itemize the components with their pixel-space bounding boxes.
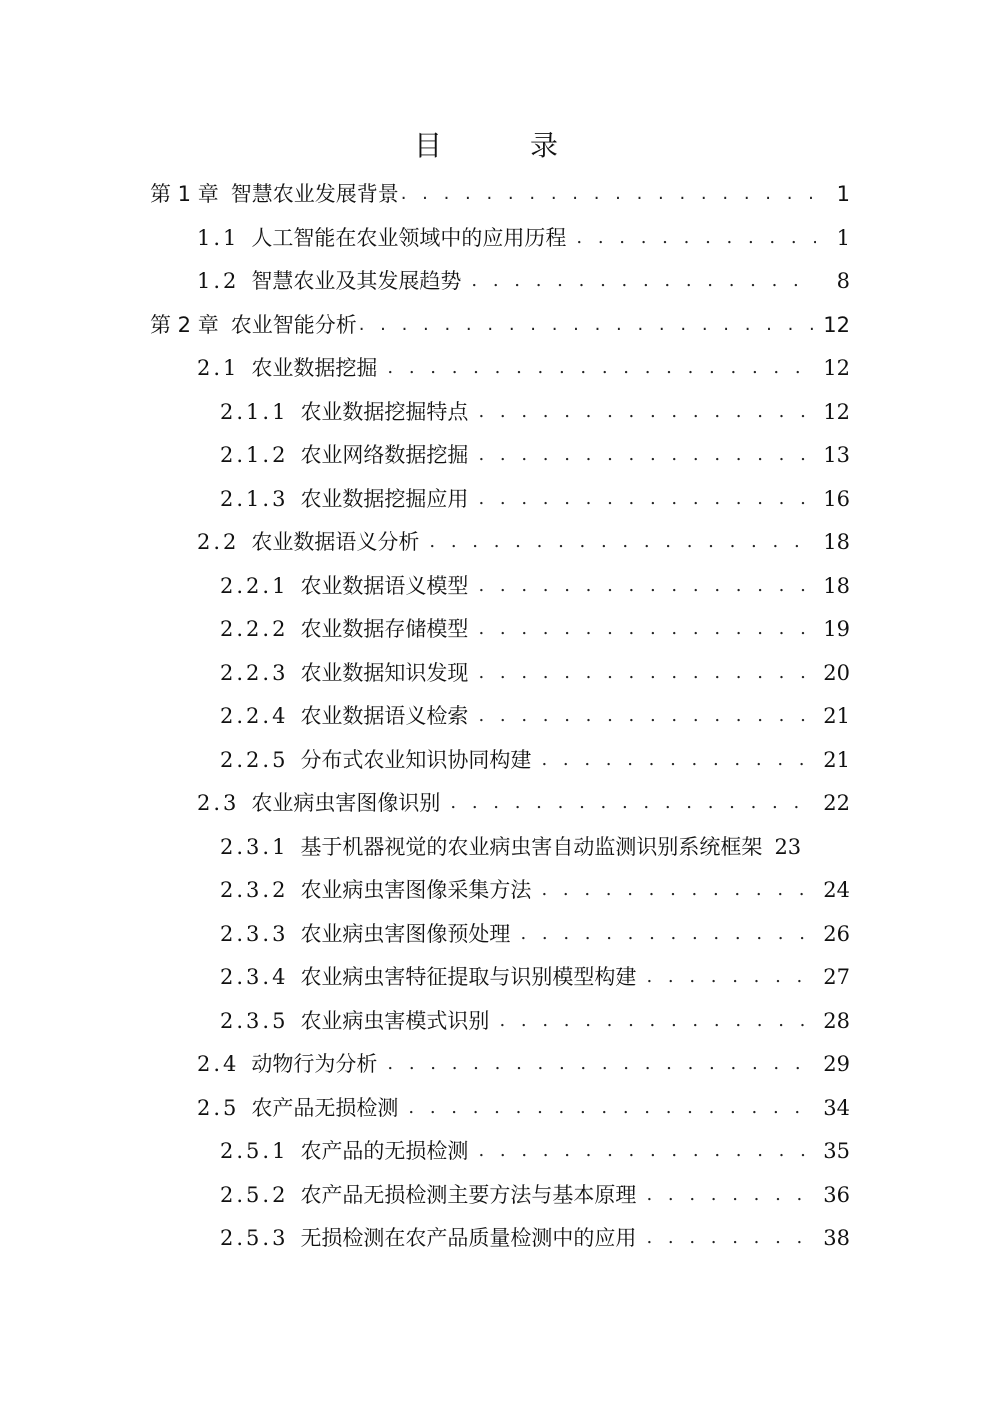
toc-entry-number: 2.3.2 — [220, 878, 289, 902]
toc-entry-chapter-1[interactable] — [150, 174, 850, 214]
toc-entry-title: 农业数据挖掘应用 — [300, 487, 469, 511]
toc-entry-title: 分布式农业知识协同构建 — [300, 748, 532, 772]
toc-entry-number: 2.2 — [197, 530, 240, 554]
dot-leader — [429, 522, 813, 562]
dot-leader — [401, 174, 816, 214]
toc-entry-page: 12 — [823, 313, 850, 337]
dot-leader — [478, 479, 813, 519]
toc-entry-2-3-5[interactable] — [220, 1001, 850, 1041]
dot-leader — [478, 566, 813, 606]
toc-entry-page: 38 — [823, 1226, 850, 1250]
dot-leader — [541, 740, 813, 780]
toc-entry-2-5-2[interactable] — [220, 1175, 850, 1215]
dot-leader — [359, 305, 814, 345]
toc-entry-2-3-4[interactable] — [220, 957, 850, 997]
toc-entry-title: 农产品无损检测 — [251, 1096, 399, 1120]
toc-entry-page: 21 — [823, 704, 850, 728]
toc-entry-title: 农业网络数据挖掘 — [300, 443, 469, 467]
toc-entry-page: 22 — [823, 791, 850, 815]
toc-entry-2-2-1[interactable] — [220, 566, 850, 606]
toc-entry-page: 29 — [823, 1052, 850, 1076]
toc-entry-title: 智慧农业发展背景 — [230, 182, 399, 206]
toc-entry-number: 2.2.1 — [220, 574, 289, 598]
toc-entry-title: 基于机器视觉的农业病虫害自动监测识别系统框架 — [300, 835, 763, 859]
dot-leader — [478, 392, 813, 432]
toc-entry-2-5-3[interactable] — [220, 1218, 850, 1258]
toc-entry-2-3-1[interactable] — [220, 827, 850, 867]
dot-leader — [646, 1175, 813, 1215]
toc-entry-2-4[interactable] — [197, 1044, 850, 1084]
toc-entry-page: 36 — [823, 1183, 850, 1207]
toc-entry-number: 2.2.3 — [220, 661, 289, 685]
toc-entry-page: 1 — [836, 182, 850, 206]
toc-entry-2-3-2[interactable] — [220, 870, 850, 910]
toc-entry-title: 农业数据语义检索 — [300, 704, 469, 728]
toc-entry-title: 动物行为分析 — [251, 1052, 378, 1076]
dot-leader — [408, 1088, 813, 1128]
toc-entry-page: 35 — [823, 1139, 850, 1163]
toc-entry-page: 21 — [823, 748, 850, 772]
toc-entry-number: 2.1 — [197, 356, 240, 380]
toc-entry-2-3[interactable] — [197, 783, 850, 823]
toc-entry-page: 12 — [823, 400, 850, 424]
toc-entry-page: 24 — [823, 878, 850, 902]
toc-entry-2-2-2[interactable] — [220, 609, 850, 649]
toc-entry-2-5[interactable] — [197, 1088, 850, 1128]
dot-leader — [478, 435, 813, 475]
toc-entry-page: 27 — [823, 965, 850, 989]
toc-entry-page: 12 — [823, 356, 850, 380]
toc-entry-title: 人工智能在农业领域中的应用历程 — [251, 226, 567, 250]
toc-entry-title: 农业病虫害图像识别 — [251, 791, 441, 815]
dot-leader — [576, 218, 816, 258]
toc-entry-2-2[interactable] — [197, 522, 850, 562]
dot-leader — [478, 1131, 813, 1171]
toc-entry-number: 2.3.1 — [220, 835, 289, 859]
toc-entry-title: 农业病虫害模式识别 — [300, 1009, 490, 1033]
dot-leader — [450, 783, 813, 823]
toc-entry-1-2[interactable] — [197, 261, 850, 301]
toc-entry-number: 2.5.3 — [220, 1226, 289, 1250]
dot-leader — [499, 1001, 813, 1041]
toc-entry-title: 农业数据语义模型 — [300, 574, 469, 598]
toc-entry-title: 农业数据知识发现 — [300, 661, 469, 685]
toc-entry-number: 2.1.2 — [220, 443, 289, 467]
dot-leader — [387, 348, 813, 388]
toc-entry-page: 8 — [836, 269, 850, 293]
toc-entry-number: 2.3.5 — [220, 1009, 289, 1033]
toc-entry-2-2-3[interactable] — [220, 653, 850, 693]
toc-entry-number: 1.2 — [197, 269, 240, 293]
toc-entry-number: 2.5 — [197, 1096, 240, 1120]
toc-entry-number: 2.1.1 — [220, 400, 289, 424]
toc-entry-number: 2.4 — [197, 1052, 240, 1076]
toc-entry-title: 农业数据挖掘 — [251, 356, 378, 380]
toc-entry-page: 19 — [823, 617, 850, 641]
toc-entry-number: 2.2.5 — [220, 748, 289, 772]
toc-entry-page: 13 — [823, 443, 850, 467]
toc-entry-page: 23 — [774, 835, 802, 859]
toc-entry-number: 2.5.1 — [220, 1139, 289, 1163]
toc-entry-title: 智慧农业及其发展趋势 — [251, 269, 462, 293]
toc-entry-number: 2.3 — [197, 791, 240, 815]
dot-leader — [478, 696, 813, 736]
toc-entry-number: 2.2.2 — [220, 617, 289, 641]
toc-entry-chapter-2[interactable] — [150, 305, 850, 345]
toc-entry-number: 1.1 — [197, 226, 240, 250]
toc-entry-title: 农业病虫害特征提取与识别模型构建 — [300, 965, 637, 989]
dot-leader — [520, 914, 813, 954]
toc-entry-2-2-5[interactable] — [220, 740, 850, 780]
toc-entry-title: 无损检测在农产品质量检测中的应用 — [300, 1226, 637, 1250]
toc-entry-title: 农业数据存储模型 — [300, 617, 469, 641]
toc-entry-title: 农业智能分析 — [230, 313, 357, 337]
toc-entry-number: 第 2 章 — [150, 313, 219, 337]
toc-entry-title: 农业数据挖掘特点 — [300, 400, 469, 424]
dot-leader — [646, 957, 813, 997]
toc-entry-2-2-4[interactable] — [220, 696, 850, 736]
toc-entry-page: 16 — [823, 487, 850, 511]
dot-leader — [471, 261, 816, 301]
toc-entry-title: 农产品的无损检测 — [300, 1139, 469, 1163]
toc-entry-page: 18 — [823, 530, 850, 554]
toc-entry-page: 26 — [823, 922, 850, 946]
toc-entry-2-1-2[interactable] — [220, 435, 850, 475]
dot-leader — [478, 609, 813, 649]
toc-entry-page: 18 — [823, 574, 850, 598]
toc-entry-2-3-3[interactable] — [220, 914, 850, 954]
toc-entry-2-1[interactable] — [197, 348, 850, 388]
dot-leader — [387, 1044, 813, 1084]
toc-entry-number: 2.3.3 — [220, 922, 289, 946]
page-title: 目 录 — [413, 129, 588, 162]
toc-entry-page: 1 — [836, 226, 850, 250]
dot-leader — [646, 1218, 813, 1258]
toc-entry-2-5-1[interactable] — [220, 1131, 850, 1171]
toc-entry-page: 34 — [823, 1096, 850, 1120]
toc-entry-number: 2.3.4 — [220, 965, 289, 989]
toc-entry-title: 农业病虫害图像预处理 — [300, 922, 511, 946]
toc-entry-title: 农业数据语义分析 — [251, 530, 420, 554]
toc-entry-2-1-1[interactable] — [220, 392, 850, 432]
toc-entry-page: 28 — [823, 1009, 850, 1033]
toc-entry-page: 20 — [823, 661, 850, 685]
toc-entry-number: 2.1.3 — [220, 487, 289, 511]
toc-entry-title: 农业病虫害图像采集方法 — [300, 878, 532, 902]
toc-entry-number: 第 1 章 — [150, 182, 219, 206]
toc-entry-2-1-3[interactable] — [220, 479, 850, 519]
toc-entry-number: 2.2.4 — [220, 704, 289, 728]
dot-leader — [541, 870, 813, 910]
toc-entry-1-1[interactable] — [197, 218, 850, 258]
toc-entry-title: 农产品无损检测主要方法与基本原理 — [300, 1183, 637, 1207]
dot-leader — [478, 653, 813, 693]
toc-entry-number: 2.5.2 — [220, 1183, 289, 1207]
